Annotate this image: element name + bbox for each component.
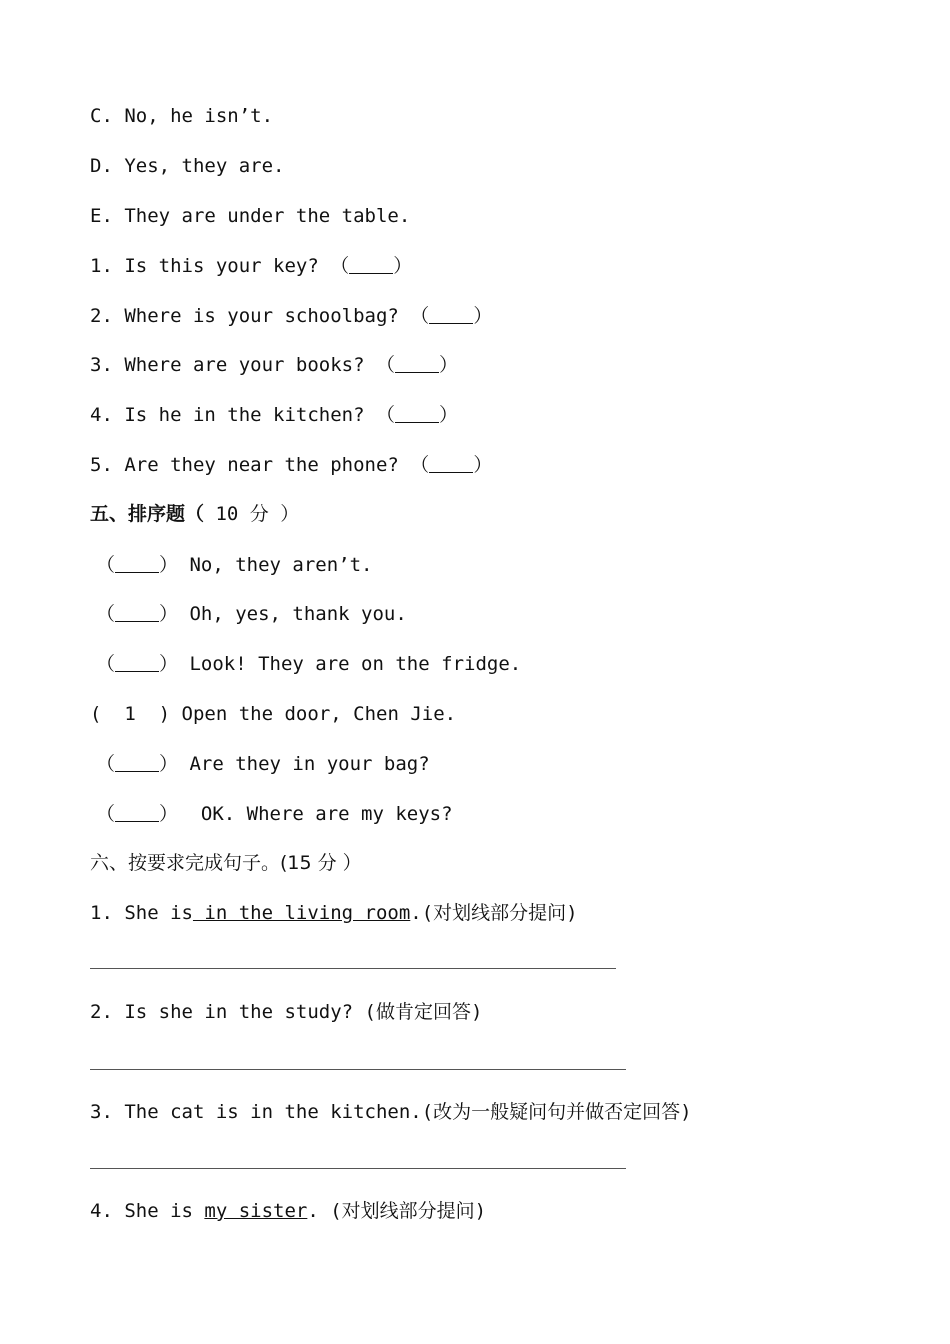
q1-suffix: .(对划线部分提问) (410, 902, 578, 924)
answer-line[interactable] (90, 968, 616, 969)
option-c: C. No, he isn’t. (90, 105, 274, 127)
order-item: （ ） Oh, yes, thank you. (96, 603, 407, 625)
answer-line[interactable] (90, 1069, 626, 1070)
rewrite-question-4 (90, 1199, 486, 1223)
order-text: No, they aren’t. (189, 554, 373, 576)
question-text: 3. Where are your books? (90, 354, 365, 376)
order-text: Are they in your bag? (189, 753, 430, 775)
rewrite-question-2: 2. Is she in the study? (做肯定回答) (90, 1001, 483, 1023)
answer-line[interactable] (90, 1168, 626, 1169)
question-4: 4. Is he in the kitchen? （ ） (90, 404, 459, 426)
order-blank[interactable] (115, 753, 159, 772)
order-blank[interactable] (115, 653, 159, 672)
question-text: 1. Is this your key? (90, 255, 319, 277)
question-2: 2. Where is your schoolbag? （ ） (90, 305, 493, 327)
q1-underlined: in the living room (192, 902, 411, 924)
order-blank[interactable] (115, 603, 159, 622)
section-5-heading (90, 502, 299, 526)
question-3: 3. Where are your books? （ ） (90, 354, 459, 376)
order-item: （ ） Are they in your bag? (96, 753, 430, 775)
option-e: E. They are under the table. (90, 205, 411, 227)
question-1: 1. Is this your key? （ ） (90, 255, 413, 277)
order-item-fixed: ( 1 ) Open the door, Chen Jie. (90, 703, 457, 725)
rewrite-question-1 (90, 901, 578, 925)
q4-prefix: 4. She is (90, 1200, 205, 1222)
order-item: （ ） OK. Where are my keys? (96, 803, 453, 825)
answer-blank[interactable] (429, 305, 473, 324)
order-text: OK. Where are my keys? (189, 803, 453, 825)
order-item: （ ） No, they aren’t. (96, 554, 373, 576)
rewrite-question-3: 3. The cat is in the kitchen.(改为一般疑问句并做否定回答) (90, 1101, 692, 1123)
q4-underlined: my sister (204, 1200, 308, 1222)
answer-blank[interactable] (395, 404, 439, 423)
order-blank[interactable] (115, 803, 159, 822)
order-item: （ ） Look! They are on the fridge. (96, 653, 522, 675)
order-text: Look! They are on the fridge. (189, 653, 522, 675)
question-text: 5. Are they near the phone? (90, 454, 399, 476)
question-text: 4. Is he in the kitchen? (90, 404, 365, 426)
section-5-title: 五、排序题（ (90, 503, 205, 525)
q4-suffix: . (对划线部分提问) (307, 1200, 487, 1222)
option-d: D. Yes, they are. (90, 155, 285, 177)
q1-prefix: 1. She is (90, 902, 193, 924)
section-6-heading: 六、按要求完成句子。(15 分 ） (90, 852, 362, 874)
answer-blank[interactable] (349, 255, 393, 274)
answer-blank[interactable] (429, 454, 473, 473)
question-text: 2. Where is your schoolbag? (90, 305, 399, 327)
order-blank[interactable] (115, 554, 159, 573)
order-number: 1 (124, 703, 136, 725)
question-5: 5. Are they near the phone? （ ） (90, 454, 493, 476)
order-text: Oh, yes, thank you. (189, 603, 407, 625)
section-5-score: 10 分 ） (204, 503, 300, 525)
order-text: Open the door, Chen Jie. (181, 703, 457, 725)
answer-blank[interactable] (395, 354, 439, 373)
